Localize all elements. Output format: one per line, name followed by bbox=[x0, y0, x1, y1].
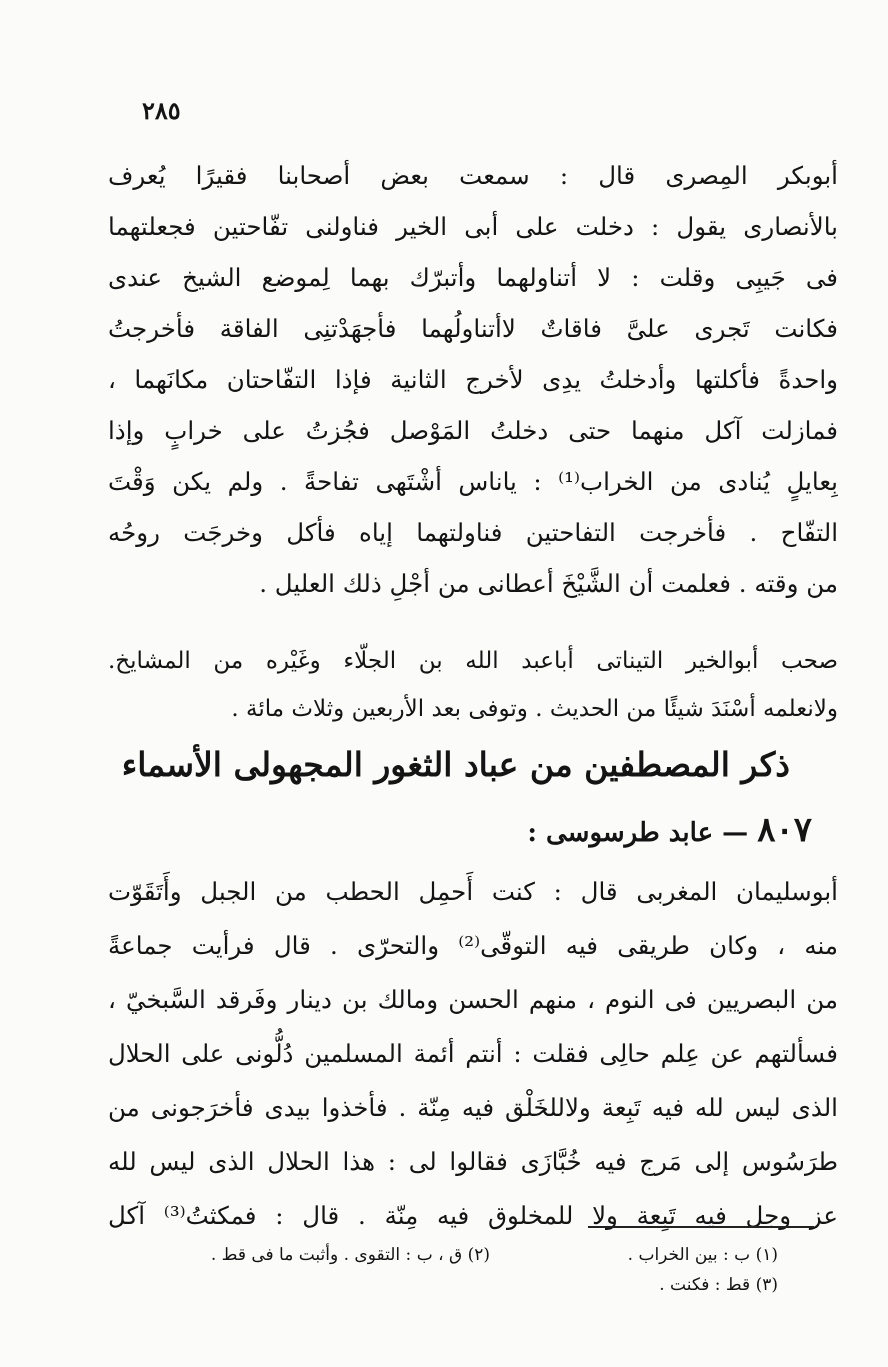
text-line: أبوبكر المِصرى قال : سمعت بعض أصحابنا فقيرًا يُعرف bbox=[108, 161, 838, 190]
paragraph-abu-bakr bbox=[108, 150, 838, 609]
footnote-2: (٢) ق ، ب : التقوى . وأثبت ما فى قط . bbox=[210, 1245, 490, 1265]
text-line: ولانعلمه أسْنَدَ شيئًا من الحديث . وتوفى بعد الأربعين وثلاث مائة . bbox=[231, 696, 838, 722]
text-line: صحب أبوالخير التيناتى أباعبد الله بن الجلّاء وغَيْره من المشايخ. bbox=[108, 648, 838, 674]
text-line: طرَسُوس إلى مَرج فيه خُبَّازَى فقالوا لى : هذا الحلال الذى ليس لله bbox=[108, 1147, 838, 1176]
text-line: بالأنصارى يقول : دخلت على أبى الخير فناولنى تفّاحتين فجعلتهما bbox=[108, 212, 838, 241]
paragraph-abu-sulayman bbox=[108, 865, 838, 1243]
text-line: واحدةً فأكلتها وأدخلتُ يدِى لأخرج الثانية فإذا التفّاحتان مكانَهما ، bbox=[108, 365, 838, 394]
footnotes-left-column bbox=[160, 1240, 490, 1270]
text-line: التفّاح . فأخرجت التفاحتين فناولتهما إياه فأكل وخرجَت روحُه bbox=[108, 518, 838, 547]
entry-title: — عابد طرسوسى : bbox=[527, 818, 749, 848]
text-line: فى جَيبِى وقلت : لا أتناولهما وأتبرّك بهما لِموضع الشيخ عندى bbox=[108, 263, 838, 292]
entry-heading bbox=[527, 810, 812, 850]
footnote-divider bbox=[588, 1226, 814, 1228]
entry-number: ٨٠٧ bbox=[757, 810, 812, 850]
paragraph-biography-note bbox=[108, 637, 838, 733]
text-line: بِعايلٍ يُنادى من الخراب⁽¹⁾ : ياناس أشْتَهى تفاحةً . ولم يكن وَقْتَ bbox=[108, 467, 838, 496]
footnotes-right-column bbox=[518, 1240, 778, 1300]
text-line: فكانت تَجرى علىَّ فاقاتٌ لاأتناولُهما فأجهَدْتنِى الفاقة فأخرجتُ bbox=[108, 314, 838, 343]
section-heading: ذكر المصطفين من عباد الثغور المجهولى الأسماء bbox=[121, 745, 790, 784]
text-line: الذى ليس لله فيه تَبِعة ولاللخَلْق فيه مِنّة . فأخذوا بيدى فأخرَجونى من bbox=[108, 1093, 838, 1122]
text-line: من البصريين فى النوم ، منهم الحسن ومالك بن دينار وفَرقد السَّبخيّ ، bbox=[108, 985, 838, 1014]
text-line: فمازلت آكل منهما حتى دخلتُ المَوْصل فجُزتُ على خرابٍ وإذا bbox=[108, 416, 838, 445]
footnote-1: (١) ب : بين الخراب . bbox=[627, 1245, 778, 1265]
text-line: فسألتهم عن عِلم حالِى فقلت : أنتم أئمة المسلمين دُلُّونى على الحلال bbox=[108, 1039, 838, 1068]
text-line: من وقته . فعلمت أن الشَّيْخَ أعطانى من أجْلِ ذلك العليل . bbox=[259, 569, 838, 598]
footnote-3: (٣) قط : فكنت . bbox=[659, 1275, 778, 1295]
text-line: عز وجل فيه تَبِعة ولا للمخلوق فيه مِنّة . قال : فمكثتُ⁽³⁾ آكل bbox=[108, 1201, 838, 1230]
text-line: منه ، وكان طريقى فيه التوقّى⁽²⁾ والتحرّى . قال فرأيت جماعةً bbox=[108, 931, 838, 960]
text-line: أبوسليمان المغربى قال : كنت أَحمِل الحطب من الجبل وأَتَقَوّت bbox=[108, 877, 838, 906]
page-number: ٢٨٥ bbox=[142, 96, 181, 125]
